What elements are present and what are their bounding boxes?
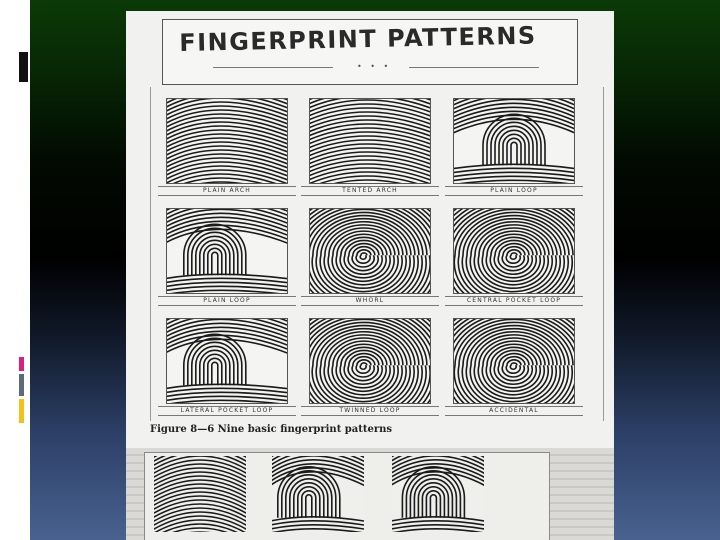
fingerprint-panel [309,318,431,414]
fingerprint-image [309,98,431,184]
label-rule [158,195,296,196]
pattern-label: CENTRAL POCKET LOOP [466,297,562,304]
fingerprint-image [392,456,484,532]
label-rule [158,415,296,416]
pattern-label: TWINNED LOOP [339,407,401,414]
label-rule [445,415,583,416]
fingerprint-panel [166,318,288,414]
figure-caption: Figure 8—6 Nine basic fingerprint patterns [150,424,393,435]
pattern-label: PLAIN LOOP [490,187,538,194]
fingerprint-image [453,208,575,294]
pattern-label: LATERAL POCKET LOOP [180,407,274,414]
fingerprint-image [154,456,246,532]
next-page-strip [126,448,614,540]
accent-bar-pink [19,357,24,371]
label-rule [445,305,583,306]
fingerprint-image [309,318,431,404]
accent-bar-yellow [19,399,24,423]
pattern-label: ACCIDENTAL [489,407,539,414]
fingerprint-image [166,318,288,404]
fingerprint-image [309,208,431,294]
fingerprint-panel [453,208,575,304]
title-rule-right [409,67,539,68]
pattern-label: TENTED ARCH [342,187,398,194]
fingerprint-panel [166,98,288,194]
pattern-label: PLAIN ARCH [202,187,252,194]
fingerprint-image [453,318,575,404]
fingerprint-image [166,98,288,184]
title-ornament: • • • [357,62,392,71]
label-rule [301,195,439,196]
label-rule [158,305,296,306]
accent-bar-gray [19,374,24,396]
fingerprint-panel [309,208,431,304]
fingerprint-panel [309,98,431,194]
title-box [162,19,578,85]
label-rule [445,195,583,196]
fingerprint-image [453,98,575,184]
fingerprint-image [166,208,288,294]
label-rule [301,305,439,306]
fingerprint-panel [453,318,575,414]
label-rule [301,415,439,416]
fingerprint-panel [166,208,288,304]
page-title: FINGERPRINT PATTERNS [179,21,537,57]
scanned-page [126,11,614,540]
accent-bar-black [19,52,28,82]
pattern-label: WHORL [355,297,385,304]
fingerprint-panel [453,98,575,194]
pattern-label: PLAIN LOOP [203,297,251,304]
title-rule-left [213,67,333,68]
fingerprint-image [272,456,364,532]
